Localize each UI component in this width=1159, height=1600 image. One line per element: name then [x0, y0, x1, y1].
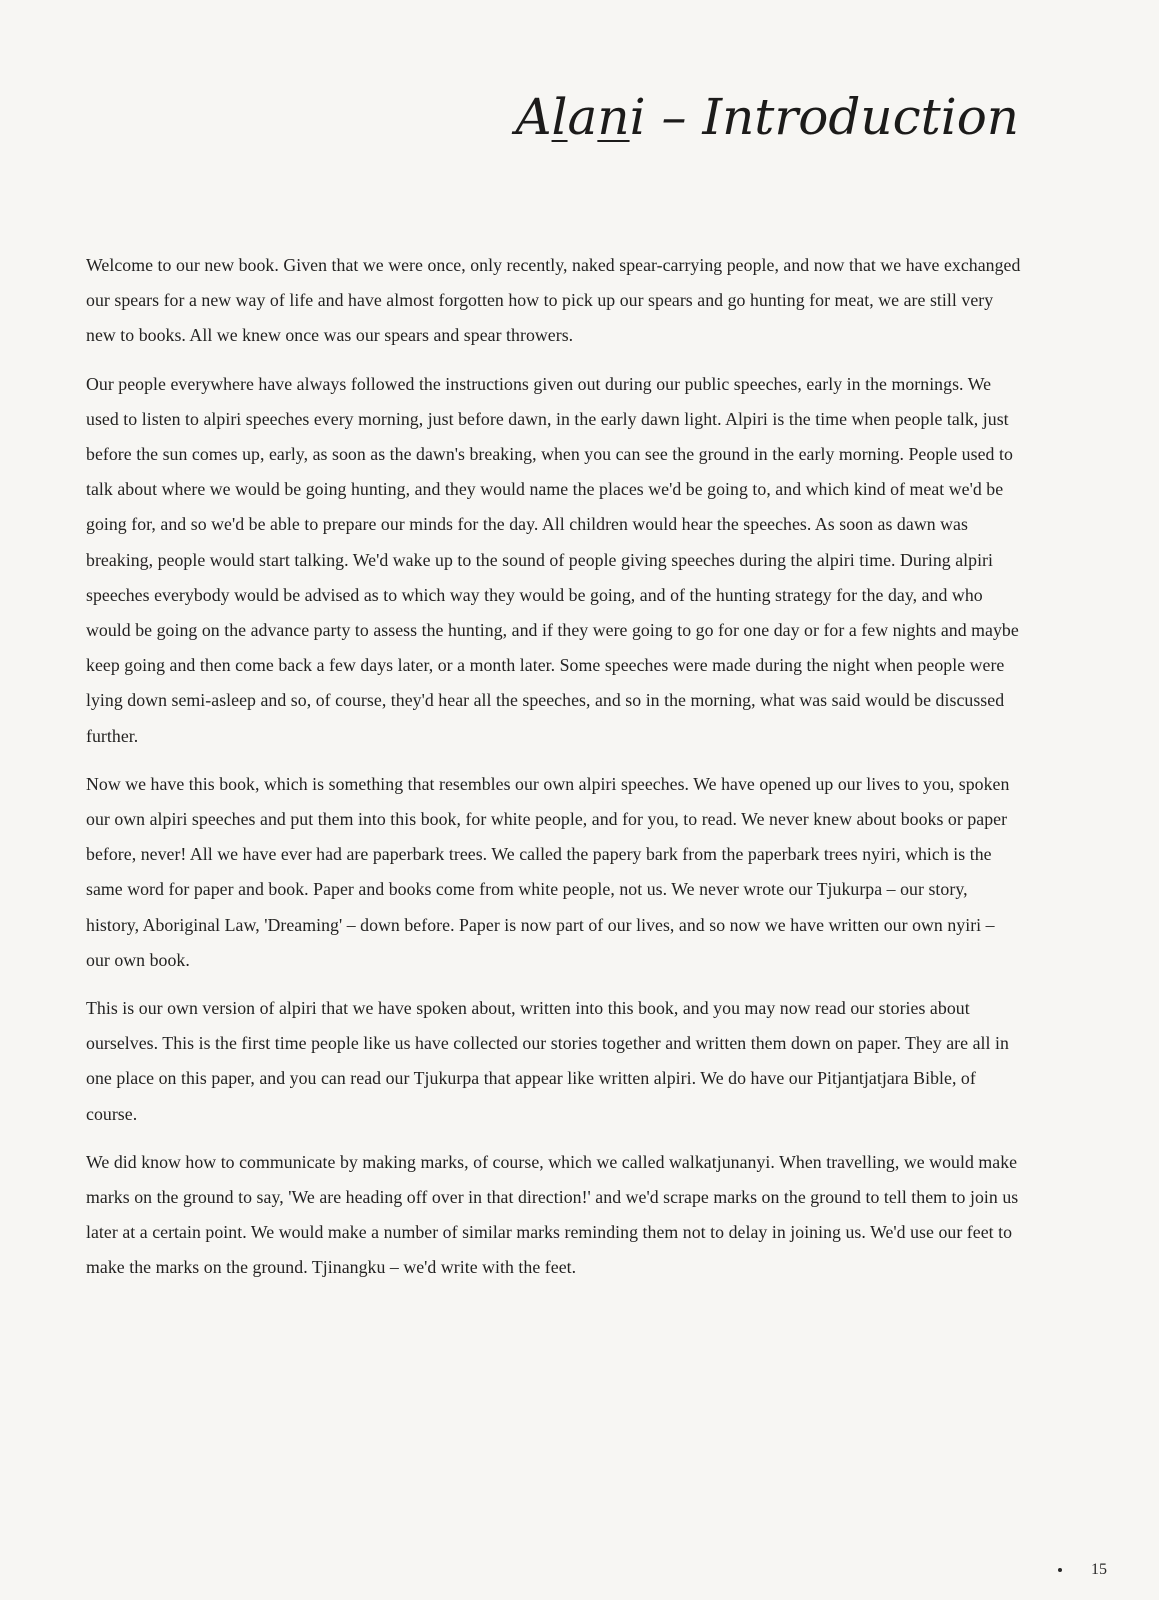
title-suffix: – Introduction	[645, 88, 1019, 146]
title-letter-a: A	[515, 88, 552, 146]
paragraph-2: Our people everywhere have always followed the instructions given out during our public speeches, early in the mornings. We used to listen to alpiri speeches every morning, just before dawn, in the early dawn light. Alpiri is the time when people talk, just before the sun comes up, early, as soon as the dawn's breaking, when you can see the ground in the early morning. People used to talk about where we would be going hunting, and they would name the places we'd be going to, and which kind of meat we'd be going for, and so we'd be able to prepare our minds for the day. All children would hear the speeches. As soon as dawn was breaking, people would start talking. We'd wake up to the sound of people giving speeches during the alpiri time. During alpiri speeches everybody would be advised as to which way they would be going, and of the hunting strategy for the day, and who would be going on the advance party to assess the hunting, and if they were going to go for one day or for a few nights and maybe keep going and then come back a few days later, or a month later. Some speeches were made during the night when people were lying down semi-asleep and so, of course, they'd hear all the speeches, and so in the morning, what was said would be discussed further.	[86, 373, 1019, 746]
title-letter-a2: a	[567, 88, 598, 146]
paragraph-1: Welcome to our new book. Given that we were once, only recently, naked spear-carrying people, and now that we have exchanged our spears for a new way of life and have almost forgotten how to pick up our spears and go hunting for meat, we are still very new to books. All we knew once was our spears and spear throwers.	[86, 255, 1021, 346]
paragraph-5: We did know how to communicate by making marks, of course, which we called walkatjunanyi. When travelling, we would make marks on the ground to say, 'We are heading off over in that direction!' and we'd scrape marks on the ground to tell them to join us later at a certain point. We would make a number of similar marks reminding them not to delay in joining us. We'd use our feet to make the marks on the ground. Tjinangku – we'd write with the feet.	[86, 1151, 1019, 1278]
page-title	[515, 88, 1019, 146]
title-letter-n-underlined: n	[597, 88, 630, 146]
page-number: 15	[1091, 1561, 1107, 1578]
title-letter-l-underlined: l	[551, 88, 568, 146]
body-text	[86, 248, 1022, 1299]
paragraph-4: This is our own version of alpiri that we have spoken about, written into this book, and you may now read our stories about ourselves. This is the first time people like us have collected our stories together and written them down on paper. They are all in one place on this paper, and you can read our Tjukurpa that appear like written alpiri. We do have our Pitjantjatjara Bible, of course.	[86, 998, 1009, 1124]
title-letter-i: i	[629, 88, 646, 146]
page-number-bullet	[1058, 1568, 1062, 1572]
paragraph-3: Now we have this book, which is something that resembles our own alpiri speeches. We have opened up our lives to you, spoken our own alpiri speeches and put them into this book, for white people, and for you, to read. We never knew about books or paper before, never! All we have ever had are paperbark trees. We called the papery bark from the paperbark trees nyiri, which is the same word for paper and book. Paper and books come from white people, not us. We never wrote our Tjukurpa – our story, history, Aboriginal Law, 'Dreaming' – down before. Paper is now part of our lives, and so now we have written our own nyiri – our own book.	[86, 773, 1010, 970]
